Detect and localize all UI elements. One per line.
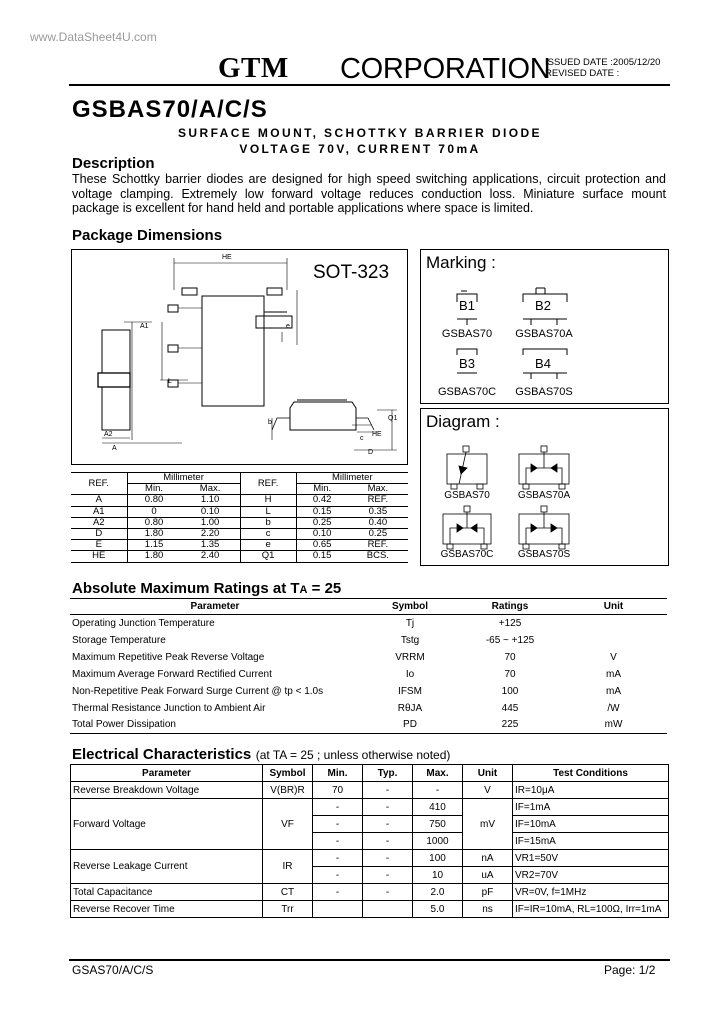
abs-unit: /W — [607, 702, 620, 714]
electrical-table — [70, 764, 669, 918]
issue-dates — [545, 57, 660, 79]
description-heading: Description — [72, 155, 155, 172]
description-text: These Schottky barrier diodes are designed for high speed switching applications, circuit protection and voltage clamping. Extremely low forward voltage reduces conduction loss. Miniature surface mount package is excellent for hand held and portable applications where space is limited. — [72, 172, 666, 215]
dim-min: 1.80 — [127, 528, 181, 539]
ec-min: - — [313, 884, 363, 901]
package-body-front — [290, 402, 356, 430]
ec-symbol: VF — [263, 799, 313, 850]
ec-col-min: Min. — [313, 765, 363, 782]
ec-conditions: IF=1mA — [513, 799, 669, 816]
subtitle-rating: VOLTAGE 70V, CURRENT 70mA — [239, 142, 481, 156]
abs-rating: 445 — [501, 702, 519, 714]
dim-ref: HE — [71, 551, 127, 562]
abs-unit — [560, 615, 667, 632]
abs-max-heading-prefix: Absolute Maximum Ratings at T — [72, 580, 300, 597]
dim-min: 0.42 — [296, 495, 348, 506]
c-label: c — [360, 435, 364, 442]
dimensions-table — [71, 472, 408, 563]
dim-max: BCS. — [348, 551, 408, 562]
ec-min: - — [313, 833, 363, 850]
a1-label: A1 — [140, 323, 149, 330]
ec-conditions: IF=15mA — [513, 833, 669, 850]
ec-unit: V — [463, 782, 513, 799]
abs-symbol: VRRM — [395, 651, 425, 663]
a2-label: A2 — [104, 431, 113, 438]
header-rule — [69, 84, 670, 86]
abs-param: Maximum Average Forward Rectified Current — [72, 668, 272, 680]
dim-min: 0.80 — [127, 495, 181, 506]
ec-conditions: IF=IR=10mA, RL=100Ω, Irr=1mA — [513, 901, 669, 918]
ec-max: 10 — [413, 867, 463, 884]
ec-header-row — [71, 765, 669, 782]
dim-ref: e — [240, 540, 296, 551]
ec-unit: ns — [463, 901, 513, 918]
subtitle-type: SURFACE MOUNT, SCHOTTKY BARRIER DIODE — [178, 126, 542, 140]
l-label: L — [168, 378, 172, 385]
abs-symbol: PD — [360, 717, 460, 734]
abs-param: Thermal Resistance Junction to Ambient Air — [72, 702, 266, 714]
dimensions-row — [71, 495, 408, 506]
dim-ref: A1 — [71, 506, 127, 517]
dim-ref: L — [240, 506, 296, 517]
ec-unit: pF — [463, 884, 513, 901]
ec-col-symbol: Symbol — [263, 765, 313, 782]
dim-max: 1.00 — [181, 517, 241, 528]
dim-min: 0.15 — [296, 506, 348, 517]
dim-min: 0.80 — [127, 517, 181, 528]
ec-max: - — [413, 782, 463, 799]
ec-conditions: VR=0V, f=1MHz — [513, 884, 669, 901]
dim-min: 0.25 — [296, 517, 348, 528]
marking-part-gsbas70c: GSBAS70C — [437, 386, 497, 398]
diagram-label-gsbas70a: GSBAS70A — [517, 490, 571, 501]
ec-min — [313, 901, 363, 918]
abs-param: Operating Junction Temperature — [72, 617, 215, 629]
part-number: GSBAS70/A/C/S — [72, 96, 268, 123]
abs-max-heading — [72, 580, 341, 597]
dim-min: 0.65 — [296, 540, 348, 551]
revised-date-label: REVISED DATE : — [545, 68, 620, 79]
dim-ref: Q1 — [240, 551, 296, 562]
abs-symbol: IFSM — [398, 685, 422, 697]
dimensions-row — [71, 506, 408, 517]
ec-param: Reverse Breakdown Voltage — [71, 782, 263, 799]
footer-rule — [69, 959, 670, 961]
marking-code-b3: B3 — [459, 356, 475, 371]
watermark: www.DataSheet4U.com — [30, 30, 157, 44]
package-outline-drawing — [72, 250, 407, 464]
ec-conditions: IR=10μA — [513, 782, 669, 799]
q1-label: Q1 — [388, 415, 398, 422]
dim-min-header-right: Min. — [296, 484, 348, 495]
abs-rating: 70 — [504, 668, 516, 680]
dim-max: 0.35 — [348, 506, 408, 517]
abs-param: Total Power Dissipation — [70, 717, 360, 734]
dim-max: 2.40 — [181, 551, 241, 562]
ec-symbol: CT — [263, 884, 313, 901]
dim-min: 0.10 — [296, 528, 348, 539]
dim-ref: E — [71, 540, 127, 551]
dim-max: 0.40 — [348, 517, 408, 528]
dim-min: 1.15 — [127, 540, 181, 551]
dim-min: 1.80 — [127, 551, 181, 562]
dimensions-header-row — [71, 473, 408, 484]
package-name: SOT-323 — [313, 262, 390, 283]
dim-mm-header-left: Millimeter — [127, 473, 240, 484]
dim-max: REF. — [348, 495, 408, 506]
abs-col-parameter: Parameter — [70, 599, 360, 615]
dim-ref-header-right: REF. — [240, 473, 296, 495]
abs-rating: 70 — [504, 651, 516, 663]
abs-col-symbol: Symbol — [360, 599, 460, 615]
marking-code-b4: B4 — [535, 356, 551, 371]
marking-code-b2: B2 — [535, 298, 551, 313]
b-label: b — [268, 419, 272, 426]
abs-symbol: RθJA — [397, 702, 423, 714]
ec-unit: uA — [463, 867, 513, 884]
abs-symbol: Tj — [405, 617, 415, 629]
marking-part-gsbas70: GSBAS70 — [441, 328, 493, 340]
he-label: HE — [222, 254, 232, 261]
ec-typ: - — [363, 782, 413, 799]
ec-unit: mV — [463, 799, 513, 850]
e-label: e — [286, 323, 290, 330]
dim-ref: H — [240, 495, 296, 506]
abs-unit: mW — [560, 717, 667, 734]
dimensions-row — [71, 551, 408, 562]
ec-col-max: Max. — [413, 765, 463, 782]
brand-logo: GTM — [218, 52, 289, 84]
dimensions-row — [71, 517, 408, 528]
ec-symbol: Trr — [263, 901, 313, 918]
abs-max-row — [70, 615, 667, 632]
footer-part: GSAS70/A/C/S — [72, 963, 154, 977]
ec-param: Reverse Leakage Current — [71, 850, 263, 884]
dim-ref: A2 — [71, 517, 127, 528]
ec-max: 410 — [413, 799, 463, 816]
electrical-heading-title: Electrical Characteristics — [72, 746, 252, 763]
dim-min: 0.15 — [296, 551, 348, 562]
marking-part-gsbas70a: GSBAS70A — [515, 328, 573, 340]
diagram-label-gsbas70: GSBAS70 — [444, 490, 490, 501]
abs-max-heading-suffix: = 25 — [307, 580, 342, 597]
ec-max: 5.0 — [413, 901, 463, 918]
abs-param: Storage Temperature — [72, 634, 166, 646]
package-body-top — [202, 296, 264, 406]
dim-max: 1.10 — [181, 495, 241, 506]
diagram-label-gsbas70s: GSBAS70S — [517, 549, 571, 560]
ec-typ: - — [363, 850, 413, 867]
ec-min: - — [313, 816, 363, 833]
abs-max-row — [70, 717, 667, 734]
ec-row-breakdown — [71, 782, 669, 799]
ec-conditions: VR1=50V — [513, 850, 669, 867]
marking-part-gsbas70s: GSBAS70S — [515, 386, 573, 398]
marking-title: Marking : — [426, 253, 496, 272]
abs-unit: mA — [606, 668, 621, 680]
ec-conditions: IF=10mA — [513, 816, 669, 833]
ec-symbol: V(BR)R — [263, 782, 313, 799]
abs-col-unit: Unit — [560, 599, 667, 615]
abs-col-ratings: Ratings — [460, 599, 560, 615]
dim-ref-header-left: REF. — [71, 473, 127, 495]
dim-max: 2.20 — [181, 528, 241, 539]
corporation-title: CORPORATION — [340, 53, 551, 85]
ec-col-unit: Unit — [463, 765, 513, 782]
ec-min: - — [313, 850, 363, 867]
dim-max: 0.10 — [181, 506, 241, 517]
abs-rating: +125 — [498, 617, 522, 629]
issued-date-label: ISSUED DATE — [545, 57, 608, 68]
dimensions-row — [71, 528, 408, 539]
ec-row-capacitance — [71, 884, 669, 901]
electrical-heading-note: (at TA = 25 ; unless otherwise noted) — [255, 748, 451, 762]
abs-max-row — [70, 683, 667, 700]
dim-max-header-right: Max. — [367, 483, 389, 495]
abs-rating: 100 — [501, 685, 519, 697]
dim-ref: b — [240, 517, 296, 528]
diagram-label-gsbas70c: GSBAS70C — [440, 549, 494, 560]
package-heading: Package Dimensions — [72, 227, 223, 244]
dim-min-header-left: Min. — [127, 484, 181, 495]
a-label: A — [112, 445, 117, 452]
ec-conditions: VR2=70V — [513, 867, 669, 884]
dim-ref: c — [240, 528, 296, 539]
diagram-title: Diagram : — [426, 412, 500, 431]
ec-max: 100 — [413, 850, 463, 867]
ec-col-parameter: Parameter — [71, 765, 263, 782]
ec-param: Total Capacitance — [71, 884, 263, 901]
abs-rating: 225 — [460, 717, 560, 734]
dim-max-header-left: Max. — [199, 483, 221, 495]
ec-typ: - — [363, 867, 413, 884]
dim-max: REF. — [348, 540, 408, 551]
ec-min: - — [313, 799, 363, 816]
ec-typ: - — [363, 884, 413, 901]
ec-col-typ: Typ. — [363, 765, 413, 782]
ec-row-forward — [71, 799, 669, 816]
footer-page: Page: 1/2 — [604, 963, 656, 977]
abs-max-heading-sub: A — [299, 584, 308, 596]
ec-max: 750 — [413, 816, 463, 833]
ec-typ: - — [363, 833, 413, 850]
ec-param: Forward Voltage — [71, 799, 263, 850]
dim-mm-header-right: Millimeter — [296, 473, 408, 484]
ec-param: Reverse Recover Time — [71, 901, 263, 918]
abs-param: Maximum Repetitive Peak Reverse Voltage — [72, 651, 265, 663]
dim-max: 0.25 — [348, 528, 408, 539]
marking-code-b1: B1 — [459, 298, 475, 313]
abs-max-header-row — [70, 599, 667, 615]
ec-min: 70 — [313, 782, 363, 799]
he-side-label: HE — [372, 431, 382, 438]
ec-typ — [363, 901, 413, 918]
ec-symbol: IR — [263, 850, 313, 884]
d-label: D — [368, 449, 374, 456]
ec-min: - — [313, 867, 363, 884]
abs-max-table — [70, 598, 667, 734]
ec-max: 2.0 — [413, 884, 463, 901]
ec-col-conditions: Test Conditions — [513, 765, 669, 782]
abs-param: Non-Repetitive Peak Forward Surge Current @ tp < 1.0s — [72, 685, 324, 697]
electrical-heading — [72, 746, 450, 764]
abs-symbol: Tstg — [400, 634, 420, 646]
issued-date-value: :2005/12/20 — [610, 57, 661, 68]
abs-max-row — [70, 649, 667, 666]
abs-max-row — [70, 632, 667, 649]
schematic-single — [447, 454, 487, 484]
abs-max-row — [70, 666, 667, 683]
abs-symbol: Io — [405, 668, 415, 680]
ec-typ: - — [363, 799, 413, 816]
abs-max-row — [70, 700, 667, 717]
ec-row-recovery — [71, 901, 669, 918]
diagram-schematics — [421, 440, 669, 564]
dimensions-row — [71, 540, 408, 551]
abs-rating: -65 ~ +125 — [485, 634, 535, 646]
abs-unit — [560, 632, 667, 649]
ec-unit: nA — [463, 850, 513, 867]
dim-min: 0 — [127, 506, 181, 517]
dim-ref: D — [71, 528, 127, 539]
dim-ref: A — [71, 495, 127, 506]
dim-max: 1.35 — [181, 540, 241, 551]
ec-typ: - — [363, 816, 413, 833]
ec-max: 1000 — [413, 833, 463, 850]
abs-unit: V — [610, 651, 617, 663]
abs-unit: mA — [606, 685, 621, 697]
ec-row-leakage — [71, 850, 669, 867]
